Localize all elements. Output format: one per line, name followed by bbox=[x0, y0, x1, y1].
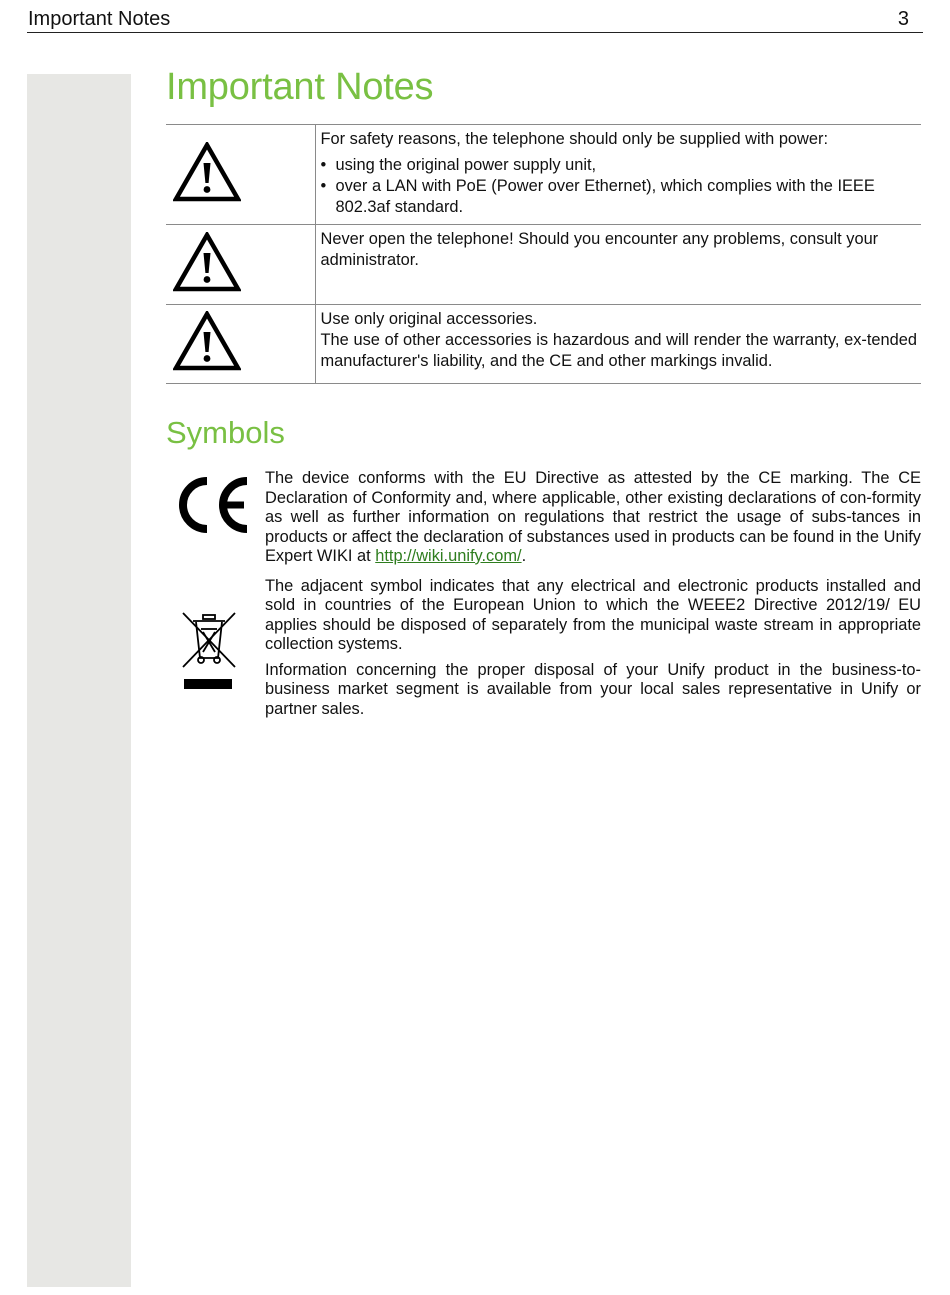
accessories-note-line1: Use only original accessories. bbox=[320, 310, 538, 328]
safety-note-row bbox=[166, 125, 921, 225]
ce-symbol-row bbox=[166, 469, 921, 567]
ce-mark-icon bbox=[174, 477, 250, 533]
list-item: • over a LAN with PoE (Power over Ethernet), which complies with the IEEE 802.3af standard. bbox=[321, 176, 918, 218]
power-supply-list bbox=[321, 155, 918, 218]
warning-triangle-icon bbox=[173, 311, 241, 371]
power-supply-intro: For safety reasons, the telephone should only be supplied with power: bbox=[320, 130, 829, 148]
accessories-note-line2: The use of other accessories is hazardous and will render the warranty, ex-tended manufacturer's liability, and the CE and other markings invalid. bbox=[320, 331, 917, 370]
weee-description: The adjacent symbol indicates that any electrical and electronic products installed and sold in countries of the European Union to which the WEEE2 Directive 2012/19/ EU applies should be disposed of separately from the municipal waste stream in appropriate collection systems. bbox=[265, 576, 921, 653]
list-item: • using the original power supply unit, bbox=[321, 155, 918, 176]
running-header bbox=[27, 6, 923, 33]
safety-notes-table bbox=[166, 124, 921, 384]
weee-crossed-bin-icon bbox=[181, 611, 237, 693]
important-notes-heading: Important Notes bbox=[166, 66, 434, 108]
ce-description-text: The device conforms with the EU Directive as attested by the CE marking. The CE Declaration of Conformity and, where applicable, other existing declarations of con-formity as well as further information on regulations that restrict the usage of subs-tances in products or affect the declaration of substances used in products can be found in the Unify Expert WIKI at bbox=[265, 469, 921, 565]
warning-triangle-icon bbox=[173, 142, 241, 202]
ce-description-end: . bbox=[521, 547, 527, 565]
safety-note-row bbox=[166, 225, 921, 305]
ce-description bbox=[265, 469, 921, 567]
warning-triangle-icon bbox=[173, 232, 241, 292]
unify-wiki-link[interactable]: http://wiki.unify.com/ bbox=[375, 547, 522, 565]
page-content bbox=[166, 64, 921, 719]
side-margin-bar bbox=[27, 74, 131, 1287]
weee-symbol-row bbox=[166, 577, 921, 720]
symbols-heading: Symbols bbox=[166, 415, 285, 450]
disposal-info: Information concerning the proper disposal of your Unify product in the business-to-business market segment is available from your local sales representative in Unify or partner sales. bbox=[265, 660, 921, 718]
page-number: 3 bbox=[897, 8, 909, 30]
safety-note-row bbox=[166, 305, 921, 384]
never-open-note: Never open the telephone! Should you encounter any problems, consult your administrator. bbox=[320, 230, 879, 269]
header-title: Important Notes bbox=[28, 8, 171, 30]
